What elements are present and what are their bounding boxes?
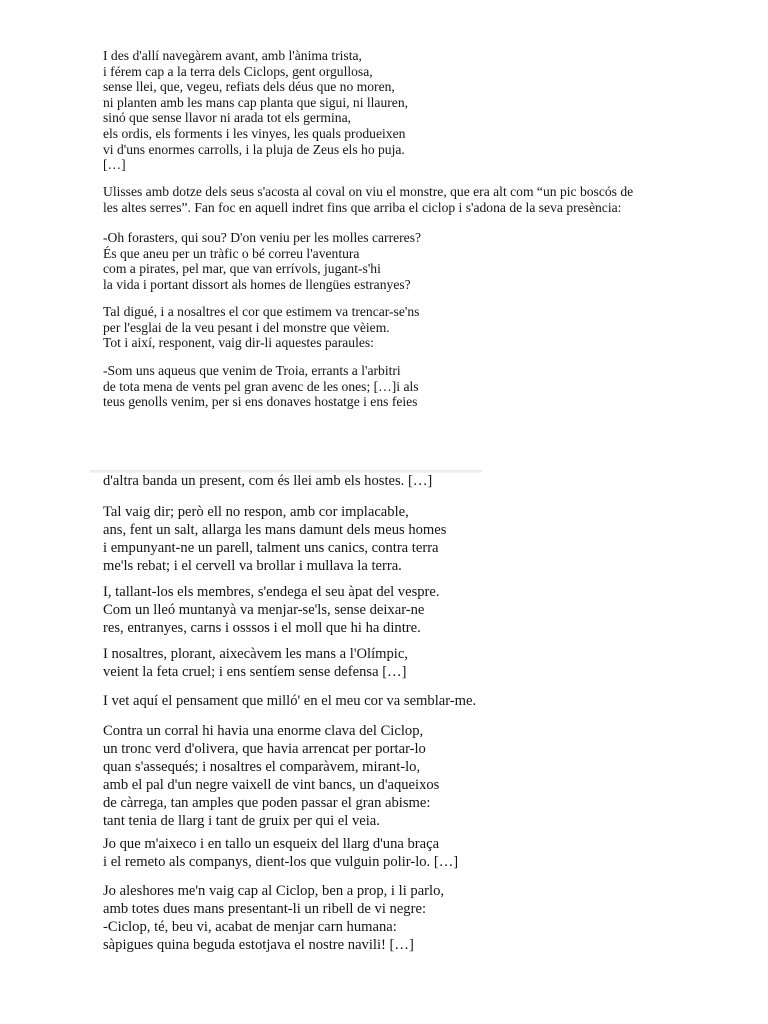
verse-line: veient la feta cruel; i ens sentíem sense defensa […] [103, 664, 407, 680]
verse-line: d'altra banda un present, com és llei amb els hostes. […] [103, 473, 433, 489]
stanza-cutting-branch [103, 835, 458, 871]
verse-line: i empunyant-ne un parell, talment uns canics, contra terra [103, 540, 439, 556]
verse-line: i férem cap a la terra dels Ciclops, gent orgullosa, [103, 63, 373, 79]
stanza-club-description [103, 722, 439, 830]
verse-line: Tot i així, responent, vaig dir-li aquestes paraules: [103, 335, 374, 351]
verse-line: amb totes dues mans presentant-li un ribell de vi negre: [103, 901, 427, 917]
verse-line: ni planten amb les mans cap planta que sigui, ni llauren, [103, 94, 409, 110]
verse-line: I vet aquí el pensament que milló' en el meu cor va semblar-me. [103, 693, 477, 709]
verse-line: i el remeto als companys, dient-los que vulguin polir-lo. […] [103, 854, 459, 870]
verse-line: Com un lleó muntanyà va menjar-se'ls, sense deixar-ne [103, 602, 425, 618]
stanza-evening-meal [103, 583, 440, 637]
verse-line: per l'esglai de la veu pesant i del monstre que vèiem. [103, 319, 390, 335]
verse-line: Tal vaig dir; però ell no respon, amb cor implacable, [103, 504, 409, 520]
stanza-plan-thought [103, 692, 476, 710]
stanza-lament [103, 645, 408, 681]
verse-line: me'ls rebat; i el cervell va brollar i mullava la terra. [103, 558, 402, 574]
verse-line: un tronc verd d'olivera, que havia arrencat per portar-lo [103, 741, 426, 757]
verse-line: vi d'uns enormes carrolls, i la pluja de Zeus els ho puja. [103, 141, 405, 157]
stanza-sailing-to-cyclops [103, 48, 408, 173]
verse-line: teus genolls venim, per si ens donaves hostatge i ens feies [103, 394, 418, 410]
stanza-cyclops-attack [103, 503, 446, 575]
verse-line: amb el pal d'un negre vaixell de vint bancs, un d'aqueixos [103, 777, 440, 793]
verse-line: I nosaltres, plorant, aixecàvem les mans a l'Olímpic, [103, 646, 408, 662]
verse-line: tant tenia de llarg i tant de gruix per qui el veia. [103, 813, 380, 829]
verse-line: els ordis, els forments i les vinyes, les quals produeixen [103, 125, 406, 141]
stanza-cyclops-speech [103, 230, 421, 292]
verse-line: de tota mena de vents pel gran avenc de les ones; […]i als [103, 378, 419, 394]
ellipsis-marker: […] [103, 157, 126, 173]
verse-line: -Oh forasters, qui sou? D'on veniu per les molles carreres? [103, 230, 422, 245]
verse-line: com a pirates, pel mar, que van errívols, jugant-s'hi [103, 261, 381, 277]
verse-line: la vida i portant dissort als homes de llengües estranyes? [103, 276, 411, 292]
verse-line: Jo que m'aixeco i en tallo un esqueix del llarg d'una braça [103, 836, 440, 852]
verse-line: Contra un corral hi havia una enorme clava del Ciclop, [103, 723, 424, 739]
verse-line: És que aneu per un tràfic o bé correu l'aventura [103, 245, 360, 261]
stanza-hosts-gift [103, 472, 432, 490]
verse-line: I, tallant-los els membres, s'endega el seu àpat del vespre. [103, 584, 440, 600]
verse-line: sàpigues quina beguda estotjava el nostre navili! […] [103, 937, 414, 953]
stanza-offering-wine [103, 882, 444, 954]
prose-summary-paragraph [103, 184, 633, 215]
stanza-odysseus-reply [103, 363, 419, 410]
verse-line: Jo aleshores me'n vaig cap al Ciclop, ben a prop, i li parlo, [103, 883, 445, 899]
prose-line: Ulisses amb dotze dels seus s'acosta al coval on viu el monstre, que era alt com “un pic boscós de [103, 184, 634, 199]
verse-line: res, entranyes, carns i osssos i el moll que hi ha dintre. [103, 620, 421, 636]
prose-line: les altes serres”. Fan foc en aquell indret fins que arriba el ciclop i s'adona de la seva presència: [103, 199, 622, 215]
verse-line: -Som uns aqueus que venim de Troia, errants a l'arbitri [103, 363, 401, 378]
verse-line: I des d'allí navegàrem avant, amb l'ànima trista, [103, 48, 362, 63]
verse-line: sense llei, que, vegeu, refiats dels déus que no moren, [103, 79, 395, 95]
verse-line: sinó que sense llavor ni arada tot els germina, [103, 110, 352, 126]
verse-line: -Ciclop, té, beu vi, acabat de menjar carn humana: [103, 919, 397, 935]
verse-line: Tal digué, i a nosaltres el cor que estimem va trencar-se'ns [103, 304, 420, 319]
verse-line: ans, fent un salt, allarga les mans damunt dels meus homes [103, 522, 447, 538]
verse-line: de càrrega, tan amples que poden passar el gran abisme: [103, 795, 431, 811]
verse-line: quan s'assequés; i nosaltres el comparàvem, mirant-lo, [103, 759, 421, 775]
stanza-fear [103, 304, 419, 351]
